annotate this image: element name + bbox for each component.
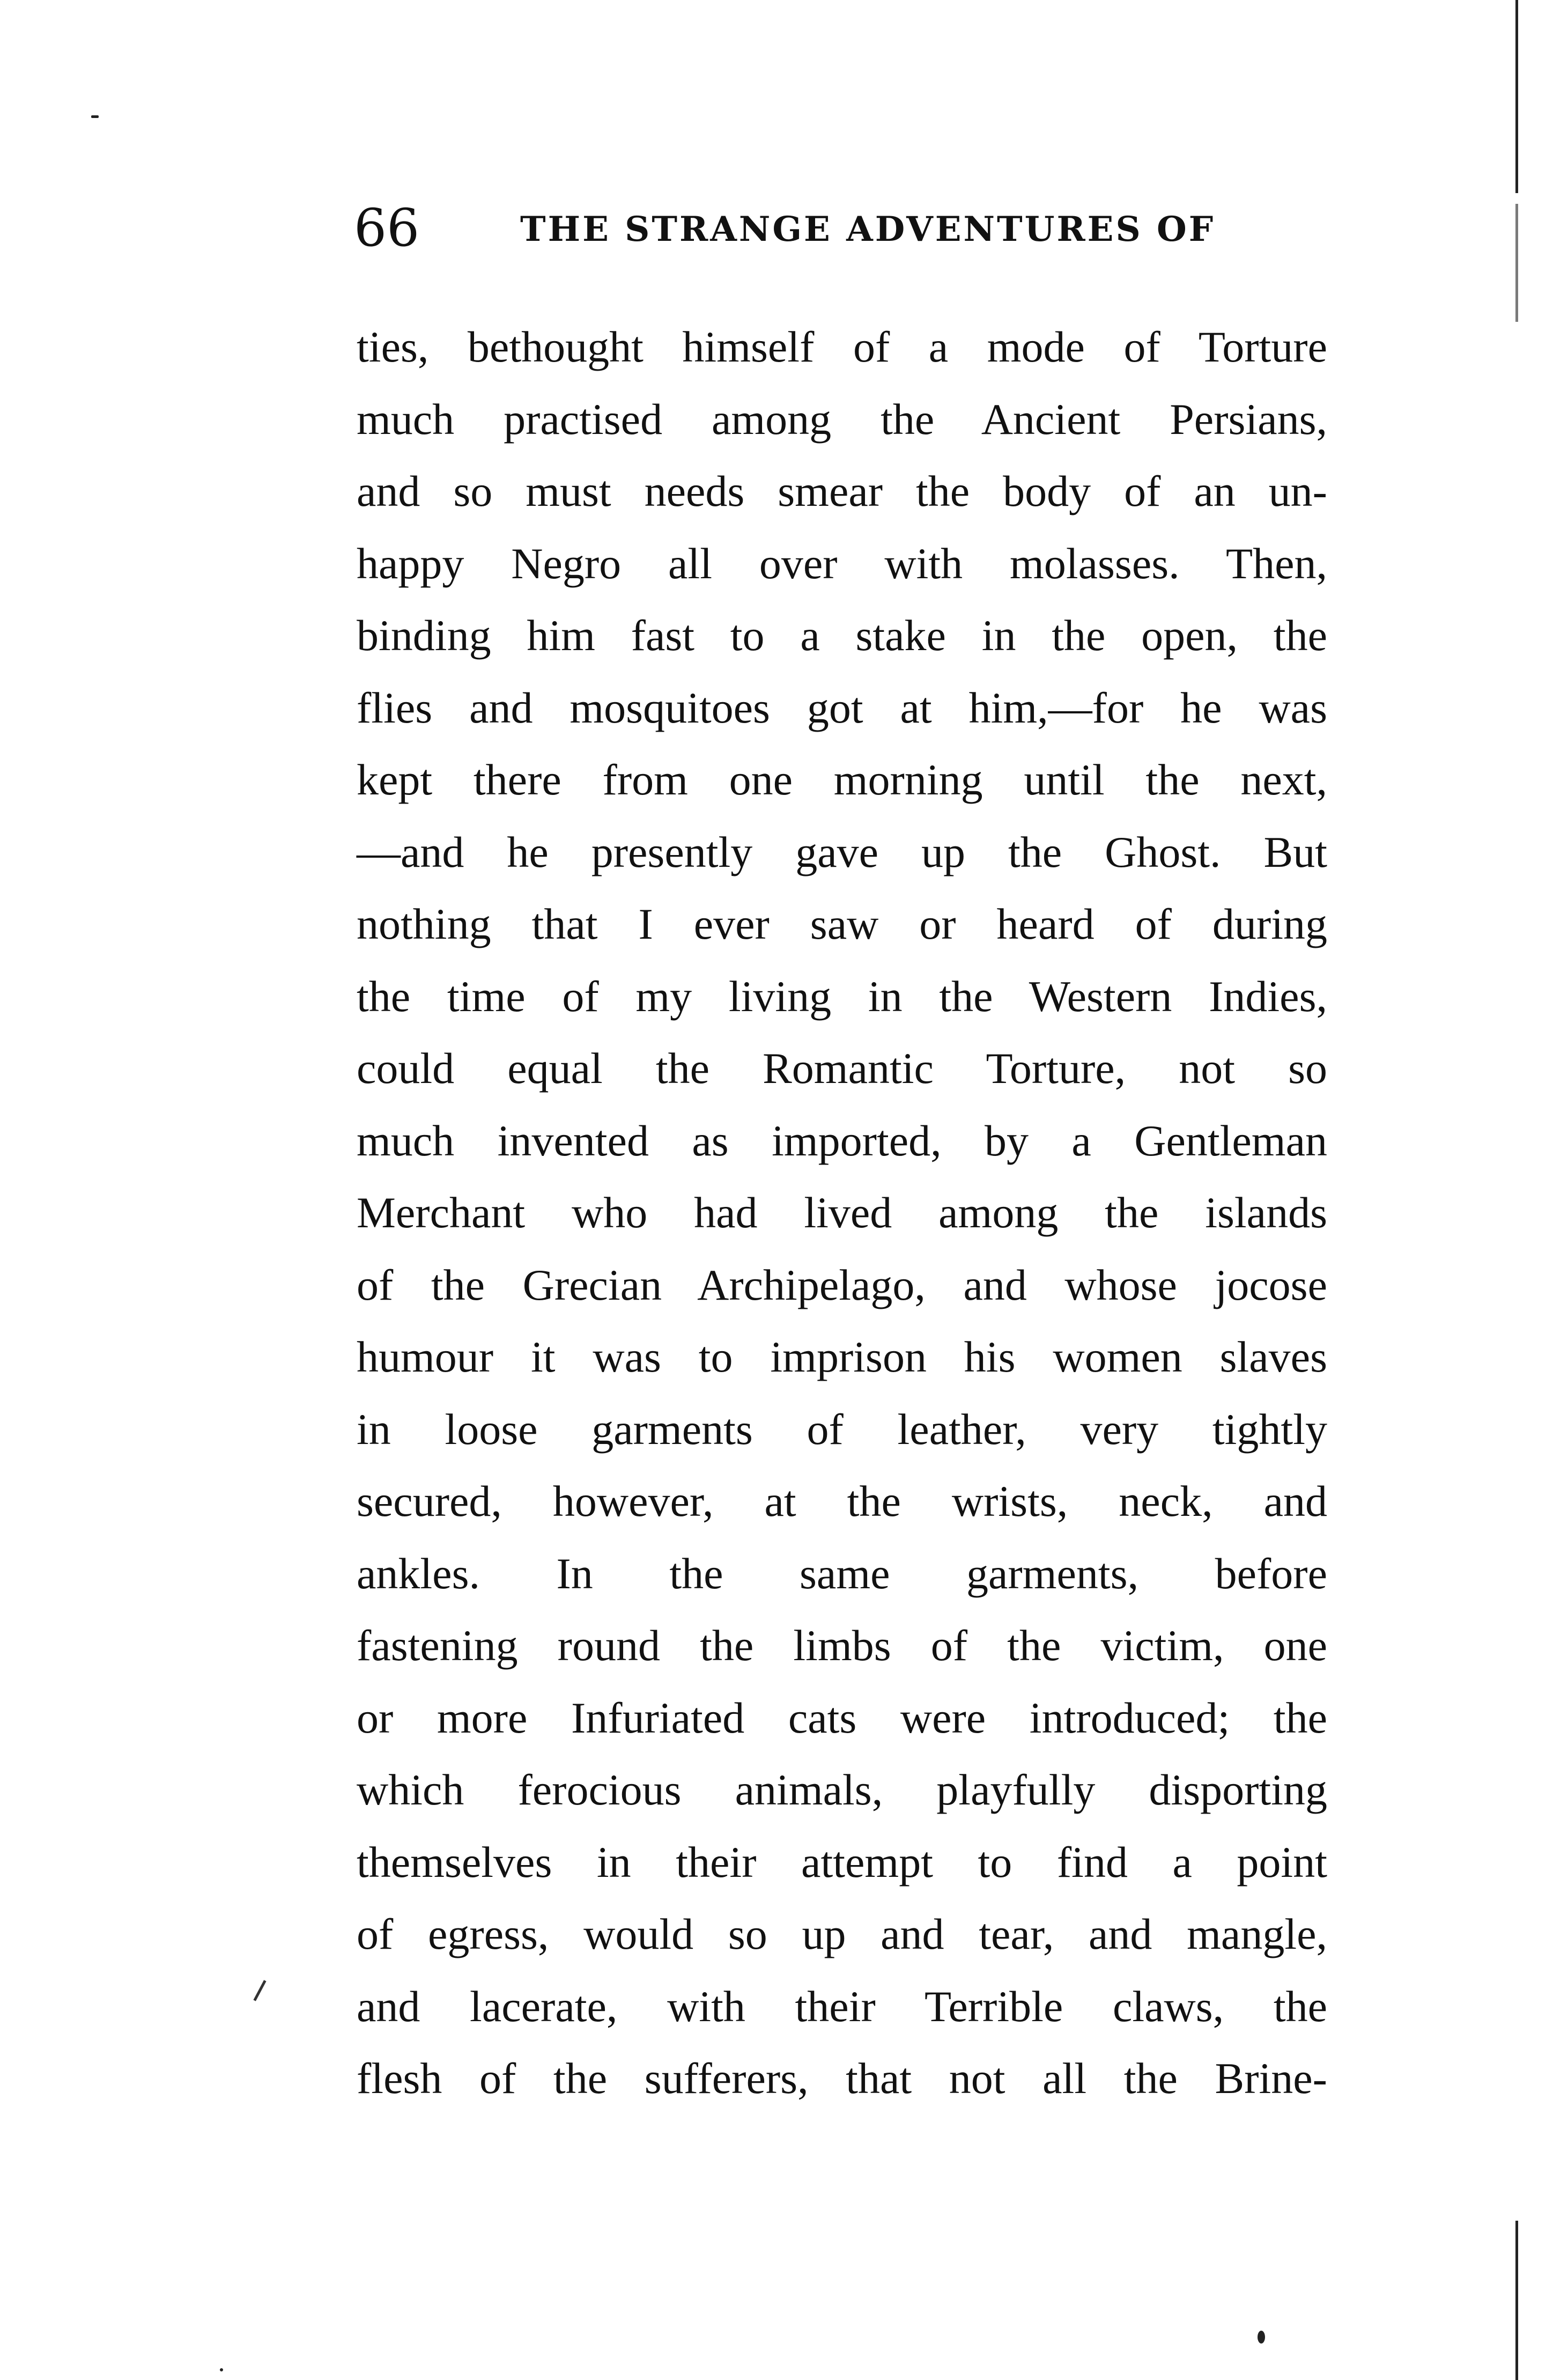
scan-mark-margin [253,1980,266,2001]
text-line: or more Infuriated cats were introduced; the [357,1693,1327,1742]
text-line: —and he presently gave up the Ghost. But [357,827,1327,876]
scan-dot-bottom-left [220,2368,223,2371]
text-line: and so must needs smear the body of an un- [357,467,1327,515]
text-line: binding him fast to a stake in the open, the [357,611,1327,660]
scan-dot-top-left [91,115,99,118]
text-line: fastening round the limbs of the victim, one [357,1621,1327,1670]
text-line: in loose garments of leather, very tightly [357,1404,1327,1454]
text-line: ties, bethought himself of a mode of Torture [357,322,1327,371]
text-line: kept there from one morning until the next, [357,755,1327,804]
text-line: the time of my living in the Western Indies, [357,971,1327,1021]
text-line: nothing that I ever saw or heard of during [357,900,1327,948]
text-line: which ferocious animals, playfully disporting [357,1765,1327,1814]
scan-edge-middle [1515,204,1518,322]
running-title: THE STRANGE ADVENTURES OF [520,209,1216,249]
scan-dot-bottom [1258,2331,1265,2344]
scan-edge-top [1515,0,1518,193]
text-line: Merchant who had lived among the islands [357,1188,1327,1237]
page-number: 66 [354,198,420,258]
text-line: secured, however, at the wrists, neck, and [357,1477,1327,1526]
text-line: and lacerate, with their Terrible claws, the [357,1981,1327,2031]
text-line: much invented as imported, by a Gentleman [357,1116,1327,1165]
scan-edge-bottom [1515,2221,1518,2380]
text-line: flies and mosquitoes got at him,—for he was [357,683,1327,732]
text-line: flesh of the sufferers, that not all the Brine- [357,2054,1327,2103]
text-line: happy Negro all over with molasses. Then, [357,539,1327,588]
text-line: of the Grecian Archipelago, and whose jocose [357,1260,1327,1309]
text-line: ankles. In the same garments, before [357,1549,1327,1598]
text-line: humour it was to imprison his women slaves [357,1332,1327,1381]
body-text [357,311,1327,2103]
text-line: themselves in their attempt to find a point [357,1837,1327,1887]
text-line: of egress, would so up and tear, and mangle, [357,1910,1327,1958]
page-header [354,198,1341,274]
text-line: much practised among the Ancient Persians, [357,394,1327,444]
text-line: could equal the Romantic Torture, not so [357,1044,1327,1093]
